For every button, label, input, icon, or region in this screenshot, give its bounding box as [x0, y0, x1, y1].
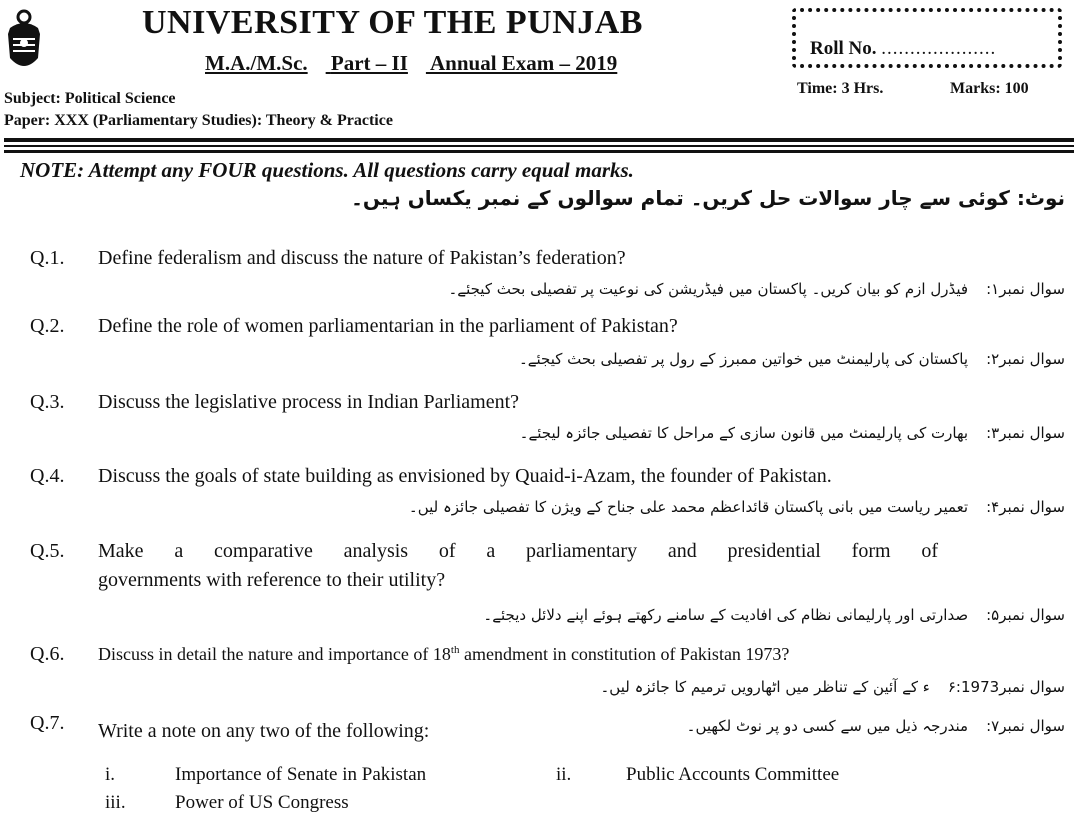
instructions-note: NOTE: Attempt any FOUR questions. All questions carry equal marks. — [20, 158, 634, 182]
urdu-question-text: فیڈرل ازم کو بیان کریں۔ پاکستان میں فیڈریشن کی نوعیت پر تفصیلی بحث کیجئے۔ — [448, 280, 969, 298]
urdu-question-text: پاکستان کی پارلیمنٹ میں خواتین ممبرز کے رول پر تفصیلی بحث کیجئے۔ — [518, 350, 969, 368]
question-6-urdu — [601, 678, 1065, 696]
question-text: Define federalism and discuss the nature of Pakistan’s federation? — [98, 247, 626, 269]
urdu-question-label: سوال نمبر۳: — [986, 424, 1065, 442]
instructions-note-urdu: نوٹ: کوئی سے چار سوالات حل کریں۔ تمام سوالوں کے نمبر یکساں ہیں۔ — [351, 186, 1065, 210]
sub-item-text: Importance of Senate in Pakistan — [175, 764, 427, 785]
question-6 — [30, 643, 789, 666]
question-2 — [30, 315, 678, 338]
question-number: Q.2. — [30, 315, 65, 337]
question-text: Write a note on any two of the following: — [98, 720, 430, 742]
question-number: Q.1. — [30, 247, 65, 269]
urdu-question-label: سوال نمبر۶: — [947, 678, 1065, 696]
question-3 — [30, 391, 519, 414]
question-1 — [30, 247, 626, 270]
question-text: Discuss in detail the nature and importance of 18th amendment in constitution of Pakistan 1973? — [98, 644, 790, 664]
header-divider-thick — [4, 138, 1074, 142]
urdu-question-label: سوال نمبر۴: — [986, 498, 1065, 516]
question-number: Q.5. — [30, 540, 65, 562]
total-marks: Marks: 100 — [950, 80, 1029, 97]
sub-item-iii — [105, 792, 349, 814]
question-text-line-1: Make a comparative analysis of a parliamentary and presidential form of — [98, 540, 938, 562]
header-divider-mid — [4, 145, 1074, 147]
exam-subtitle — [205, 51, 635, 76]
institution-title: UNIVERSITY OF THE PUNJAB — [142, 4, 643, 41]
question-text-line-2: governments with reference to their utility? — [98, 569, 446, 591]
question-3-urdu — [520, 424, 1065, 442]
question-text: Discuss the legislative process in Indian Parliament? — [98, 391, 520, 413]
roman-numeral: iii. — [105, 792, 126, 813]
urdu-question-label: سوال نمبر۵: — [986, 606, 1065, 624]
question-4 — [30, 465, 832, 488]
question-text: Discuss the goals of state building as envisioned by Quaid-i-Azam, the founder of Pakistan. — [98, 465, 832, 487]
question-text: Define the role of women parliamentarian in the parliament of Pakistan? — [98, 315, 678, 337]
question-number: Q.4. — [30, 465, 65, 487]
question-number: Q.7. — [30, 712, 65, 734]
roll-no-label: Roll No. — [810, 38, 877, 59]
roman-numeral: ii. — [556, 764, 572, 785]
question-7 — [30, 712, 430, 742]
university-crest-icon — [4, 8, 44, 78]
urdu-question-label: سوال نمبر۷: — [986, 717, 1065, 735]
roman-numeral: i. — [105, 764, 116, 785]
roll-number-box — [792, 8, 1062, 68]
urdu-question-label: سوال نمبر۱: — [986, 280, 1065, 298]
question-4-urdu — [409, 498, 1065, 516]
sub-item-ii — [556, 764, 839, 786]
program-label: M.A./M.Sc. — [205, 51, 308, 75]
urdu-question-text: صدارتی اور پارلیمانی نظام کی افادیت کے سامنے رکھتے ہوئے اپنے دلائل دیجئے۔ — [483, 606, 969, 624]
part-label: Part – II — [330, 51, 408, 75]
question-7-urdu — [687, 717, 1065, 735]
question-number: Q.6. — [30, 643, 65, 665]
sub-item-text: Power of US Congress — [175, 792, 349, 813]
urdu-question-label: سوال نمبر۲: — [986, 350, 1065, 368]
question-5-urdu — [483, 606, 1065, 624]
urdu-question-text: بھارت کی پارلیمنٹ میں قانون سازی کے مراحل کا تفصیلی جائزہ لیجئے۔ — [519, 424, 969, 442]
question-2-urdu — [519, 350, 1065, 368]
subject-label: Subject: Political Science — [4, 90, 176, 107]
urdu-question-text: تعمیر ریاست میں بانی پاکستان قائداعظم محمد علی جناح کے ویژن کا تفصیلی جائزہ لیں۔ — [408, 498, 969, 516]
exam-label: Annual Exam – 2019 — [430, 51, 618, 75]
paper-label: Paper: XXX (Parliamentary Studies): Theory & Practice — [4, 112, 393, 129]
question-1-urdu — [449, 280, 1066, 298]
sub-item-text: Public Accounts Committee — [626, 764, 840, 785]
urdu-question-text: 1973ء کے آئین کے تناظر میں اٹھارویں ترمیم کا جائزہ لیں۔ — [600, 678, 1000, 696]
question-5 — [30, 540, 938, 563]
question-number: Q.3. — [30, 391, 65, 413]
urdu-question-text: مندرجہ ذیل میں سے کسی دو پر نوٹ لکھیں۔ — [686, 717, 969, 735]
header-divider-thin — [4, 150, 1074, 153]
sub-item-i — [105, 764, 426, 786]
time-allowed: Time: 3 Hrs. — [797, 80, 884, 97]
roll-no-field: .................... — [881, 38, 997, 59]
question-5-continued — [30, 569, 445, 592]
